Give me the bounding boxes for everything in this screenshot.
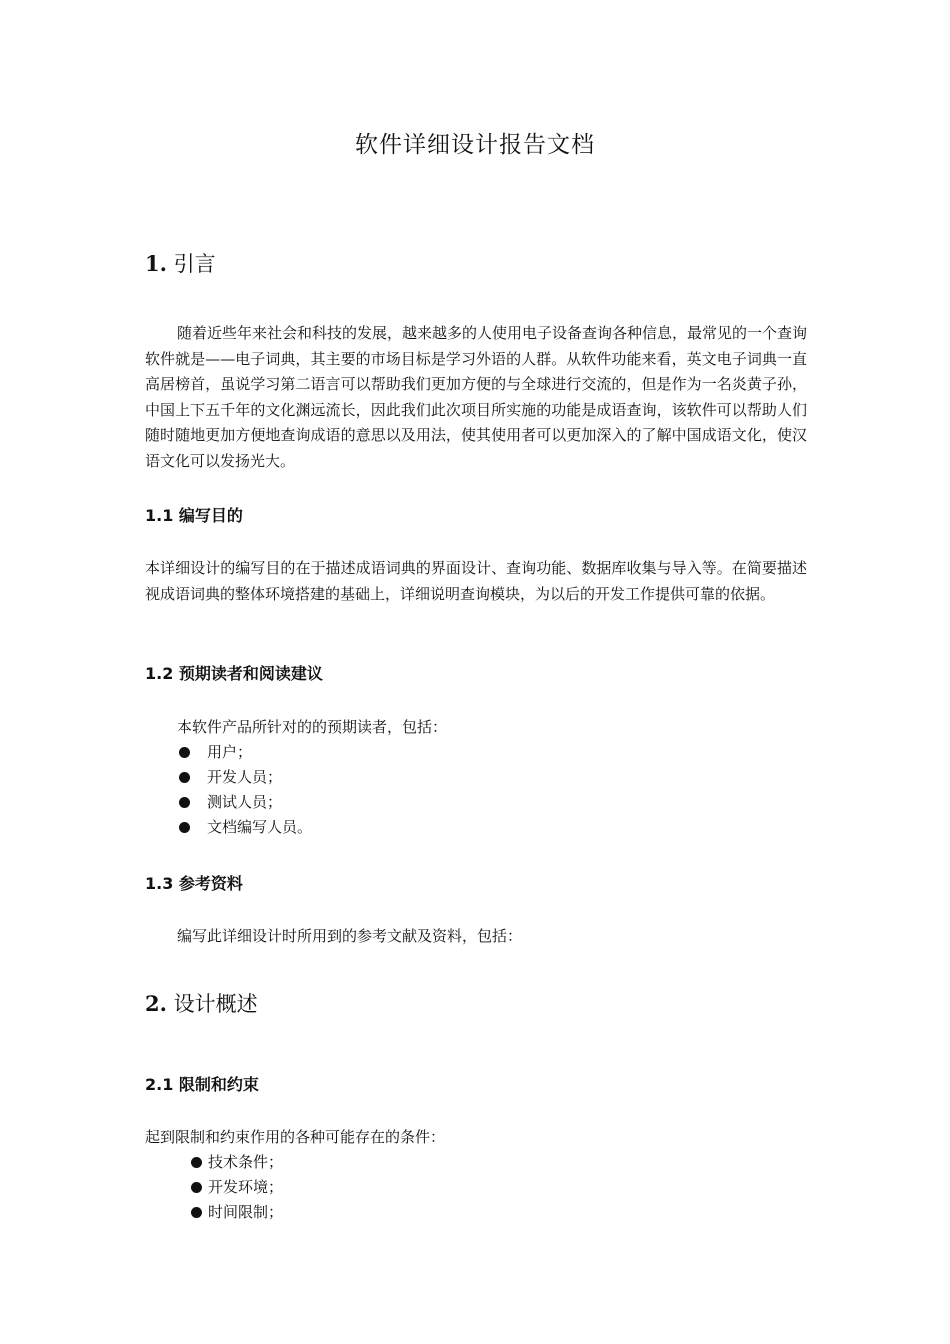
section-2-number: 2. [145,991,167,1016]
constraints-intro: 起到限制和约束作用的各种可能存在的条件： [145,1128,446,1146]
list-item-text: 开发人员； [207,768,283,786]
list-item-text: 技术条件； [208,1153,284,1171]
bullet-icon [179,747,190,758]
purpose-paragraph: 本详细设计的编写目的在于描述成语词典的界面设计、查询功能、数据库收集与导入等。在简要描述视成语词典的整体环境搭建的基础上，详细说明查询模块，为以后的开发工作提供可靠的依据。 [145,559,807,603]
references-intro: 编写此详细设计时所用到的参考文献及资料，包括： [177,927,523,945]
section-1-1-heading: 1.1 编写目的 [145,506,243,525]
list-item [191,1150,283,1175]
section-1-2-heading: 1.2 预期读者和阅读建议 [145,664,323,683]
list-item [179,815,312,840]
section-1-number: 1. [145,251,167,276]
section-1-3-heading: 1.3 参考资料 [145,874,243,893]
readers-intro: 本软件产品所针对的的预期读者，包括： [177,718,448,736]
readers-list [179,740,312,840]
bullet-icon [191,1157,202,1168]
list-item [179,790,312,815]
list-item-text: 时间限制； [208,1203,284,1221]
bullet-icon [179,822,190,833]
list-item-text: 测试人员； [207,793,283,811]
document-title: 软件详细设计报告文档 [355,132,595,158]
list-item [191,1200,283,1225]
section-1-title: 引言 [173,252,216,276]
list-item-text: 开发环境； [208,1178,284,1196]
list-item-text: 用户； [207,743,253,761]
bullet-icon [179,797,190,808]
section-2-1-heading: 2.1 限制和约束 [145,1075,259,1094]
list-item [179,765,312,790]
bullet-icon [191,1182,202,1193]
bullet-icon [191,1207,202,1218]
section-2-heading [145,988,258,1018]
section-1-heading [145,248,216,278]
section-2-title: 设计概述 [173,992,258,1016]
list-item-text: 文档编写人员。 [207,818,313,836]
constraints-list [191,1150,283,1225]
bullet-icon [179,772,190,783]
list-item [179,740,312,765]
intro-paragraph: 随着近些年来社会和科技的发展，越来越多的人使用电子设备查询各种信息，最常见的一个查询软件就是——电子词典，其主要的市场目标是学习外语的人群。从软件功能来看，英文电子词典一直高居榜首，虽说学习第二语言可以帮助我们更加方便的与全球进行交流的，但是作为一名炎黄子孙，中国上下五千年的文化渊远流长，因此我们此次项目所实施的功能是成语查询，该软件可以帮助人们随时随地更加方便地查询成语的意思以及用法，使其使用者可以更加深入的了解中国成语文化，使汉语文化可以发扬光大。 [145,324,808,470]
list-item [191,1175,283,1200]
